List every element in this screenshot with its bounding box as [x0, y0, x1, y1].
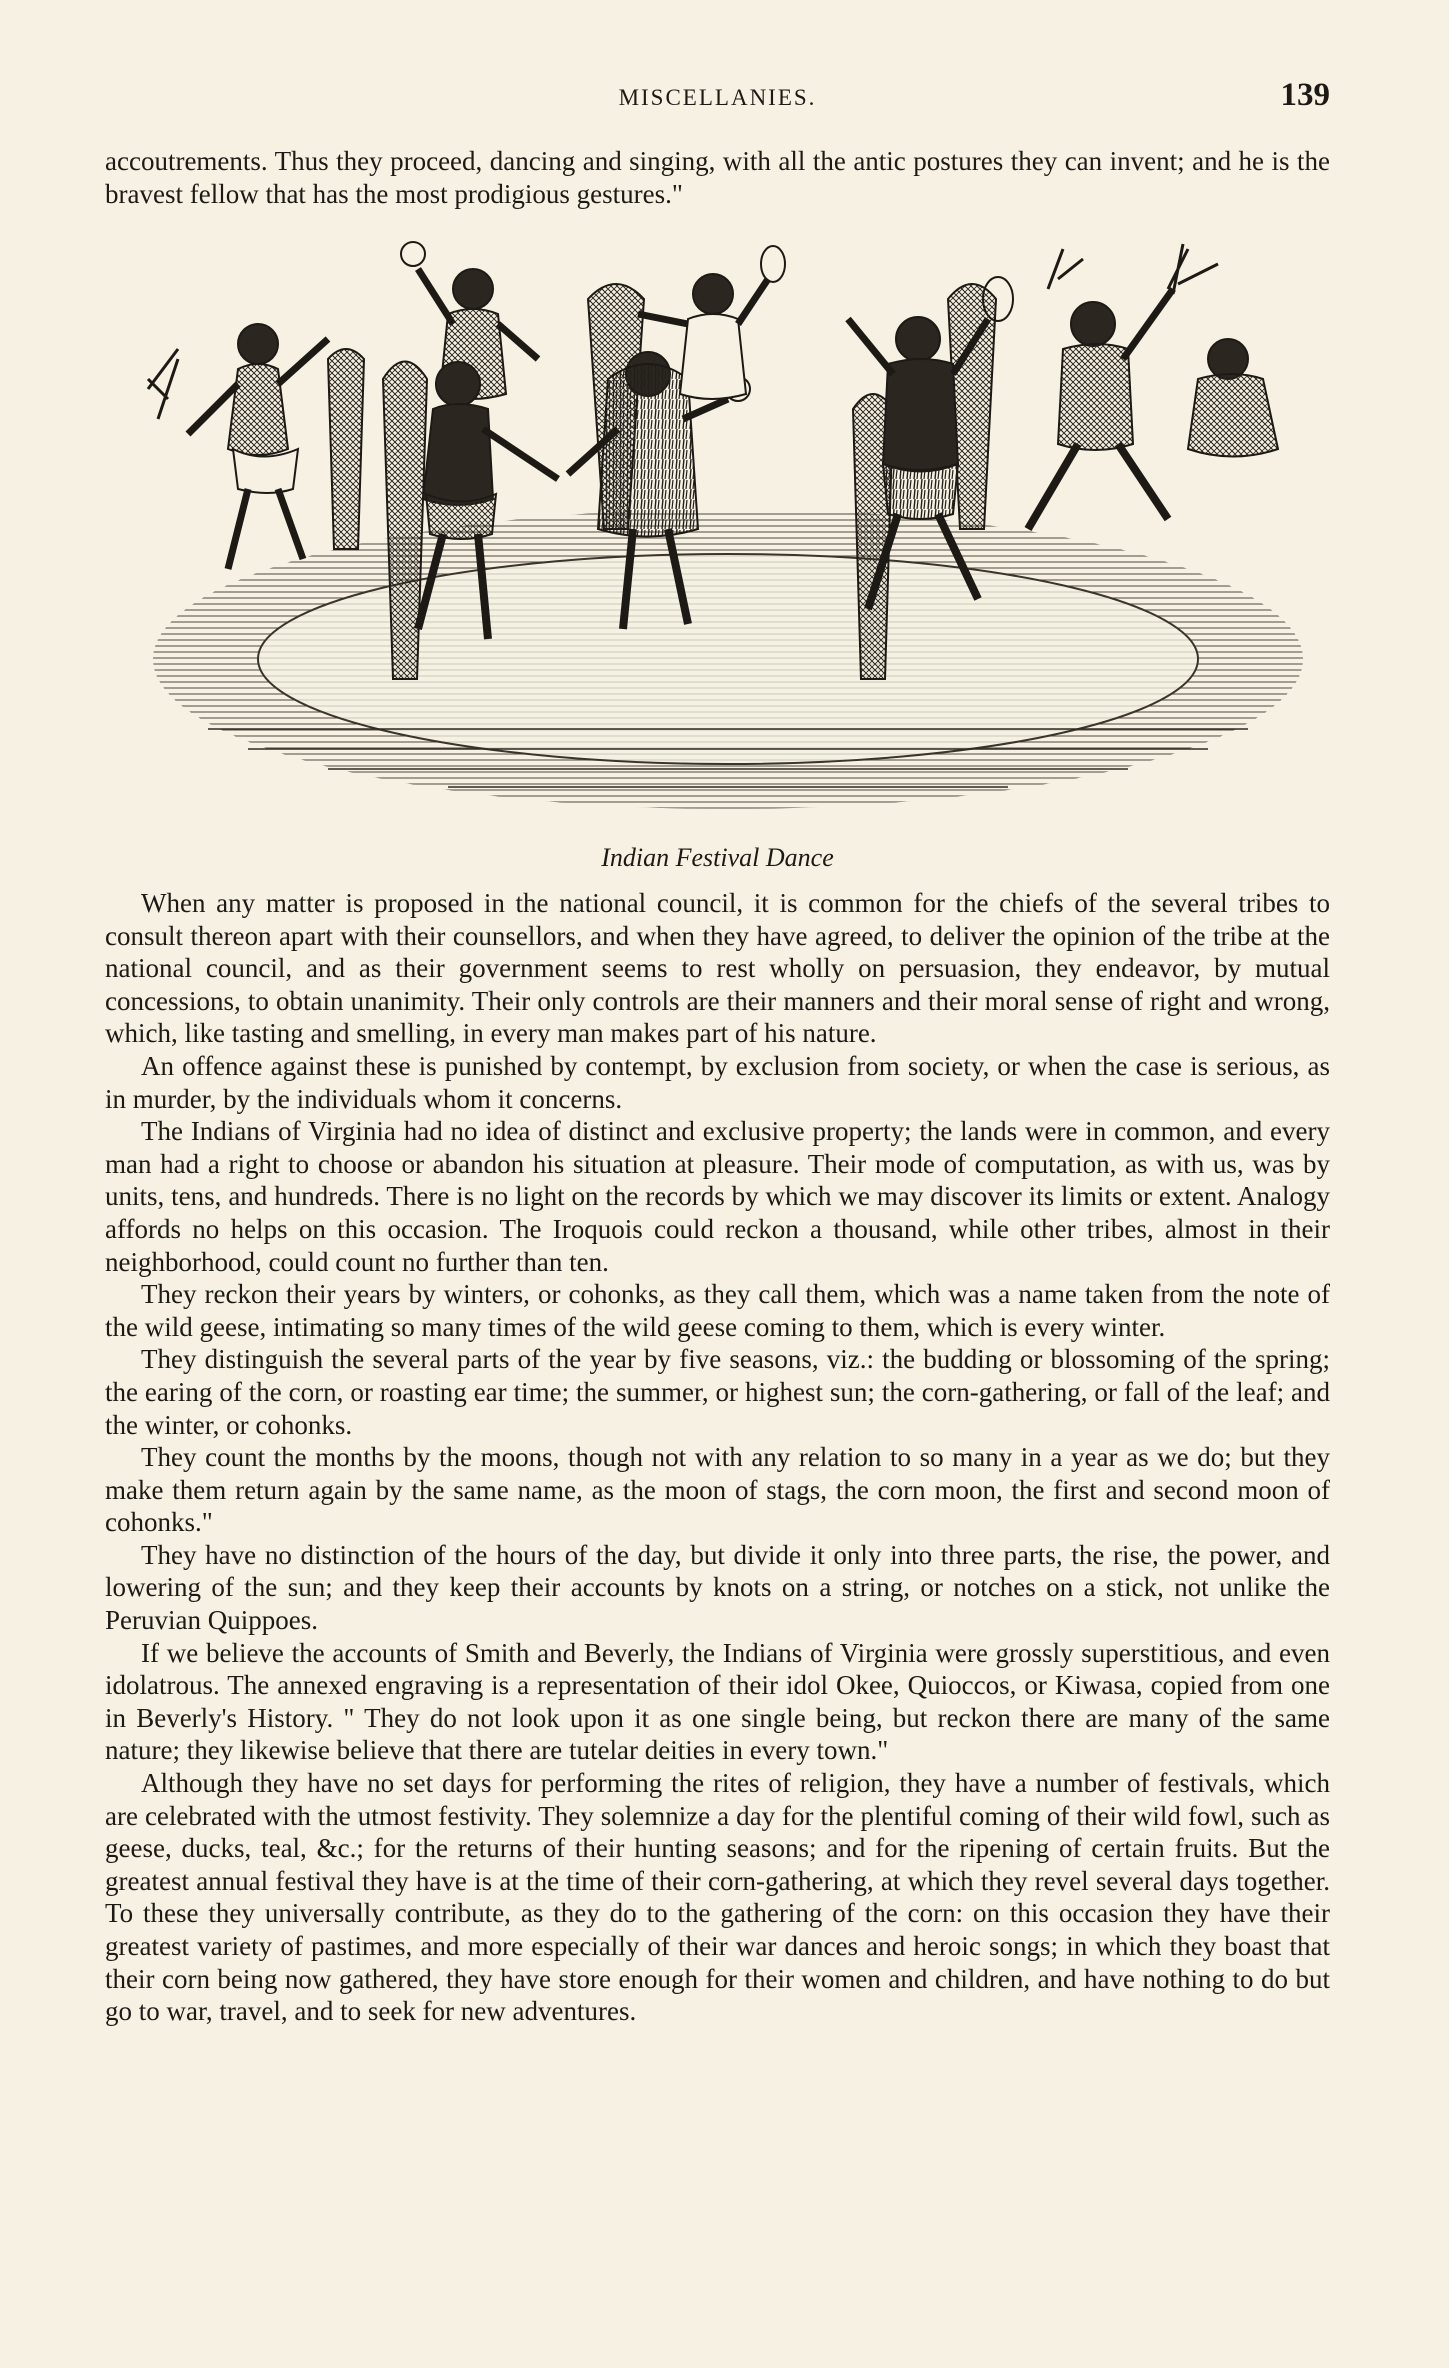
engraving-illustration — [128, 229, 1308, 829]
paragraph-festivals: Although they have no set days for performing the rites of religion, they have a number of festivals, which are celebrated with the utmost festivity. They solemnize a day for the plentiful coming of their wild fowl, such as geese, ducks, teal, &c.; for the returns of their hunting seasons; and for the ripening of certain fruits. But the greatest annual festival they have is at the time of their corn-gathering, at which they revel several days together. To these they universally contribute, as they do to the gathering of the corn: on this occasion they have their greatest variety of pastimes, and more especially of their war dances and heroic songs; in which they boast that their corn being now gathered, they have store enough for their women and children, and have nothing to do but go to war, travel, and to seek for new adventures. — [105, 1768, 1330, 2027]
figure-caption: Indian Festival Dance — [601, 843, 834, 872]
paragraph-seasons: They distinguish the several parts of the year by five seasons, viz.: the budding or blossoming of the spring; the earing of the corn, or roasting ear time; the summer, or highest sun; the corn-gathering, or fall of the leaf; and the winter, or cohonks. — [105, 1344, 1330, 1440]
dancer-far-right — [1028, 244, 1218, 529]
running-head — [105, 75, 1330, 119]
paragraph-months: They count the months by the moons, though not with any relation to so many in a year as we do; but they make them return again by the same name, as the moon of stags, the corn moon, the first and second moon of cohonks." — [105, 1442, 1330, 1538]
paragraph-offence: An offence against these is punished by contempt, by exclusion from society, or when the case is serious, as in murder, by the individuals whom it concerns. — [105, 1050, 1330, 1114]
paragraph-superstition: If we believe the accounts of Smith and Beverly, the Indians of Virginia were grossly superstitious, and even idolatrous. The annexed engraving is a representation of their idol Okee, Quioccos, or Kiwasa, copied from one in Beverly's History. " They do not look upon it as one single being, but reckon there are many of the same nature; they likewise believe that there are tutelar deities in every town." — [105, 1637, 1330, 1766]
page — [105, 75, 1330, 2028]
lead-paragraph: accoutrements. Thus they proceed, dancing and singing, with all the antic postures they can invent; and he is the bravest fellow that has the most prodigious gestures." — [105, 146, 1330, 209]
paragraph-years: They reckon their years by winters, or cohonks, as they call them, which was a name taken from the note of the wild geese, intimating so many times of the wild geese coming to them, which is every winter. — [105, 1279, 1330, 1342]
festival-dance-engraving — [128, 229, 1308, 829]
running-title: MISCELLANIES. — [618, 85, 817, 110]
paragraph-property: The Indians of Virginia had no idea of distinct and exclusive property; the lands were in common, and every man had a right to choose or abandon his situation at pleasure. Their mode of computation, as with us, was by units, tens, and hundreds. There is no light on the records by which we may discover its limits or extent. Analogy affords no helps on this occasion. The Iroquois could reckon a thousand, while other tribes, almost in their neighborhood, could count no further than ten. — [105, 1116, 1330, 1277]
paragraph-council: When any matter is proposed in the national council, it is common for the chiefs of the several tribes to consult thereon apart with their counsellors, and when they have agreed, to deliver the opinion of the tribe at the national council, and as their government seems to rest wholly on persuasion, they endeavor, by mutual concessions, to obtain unanimity. Their only controls are their manners and their moral sense of right and wrong, which, like tasting and smelling, in every man makes part of his nature. — [105, 888, 1330, 1049]
seated-figure — [1188, 339, 1278, 457]
dancer-left-woman — [148, 324, 328, 569]
page-number: 139 — [1280, 77, 1330, 113]
paragraph-hours: They have no distinction of the hours of the day, but divide it only into three parts, the rise, the power, and lowering of the sun; and they keep their accounts by knots on a string, or notches on a stick, not unlike the Peruvian Quippoes. — [105, 1539, 1330, 1636]
